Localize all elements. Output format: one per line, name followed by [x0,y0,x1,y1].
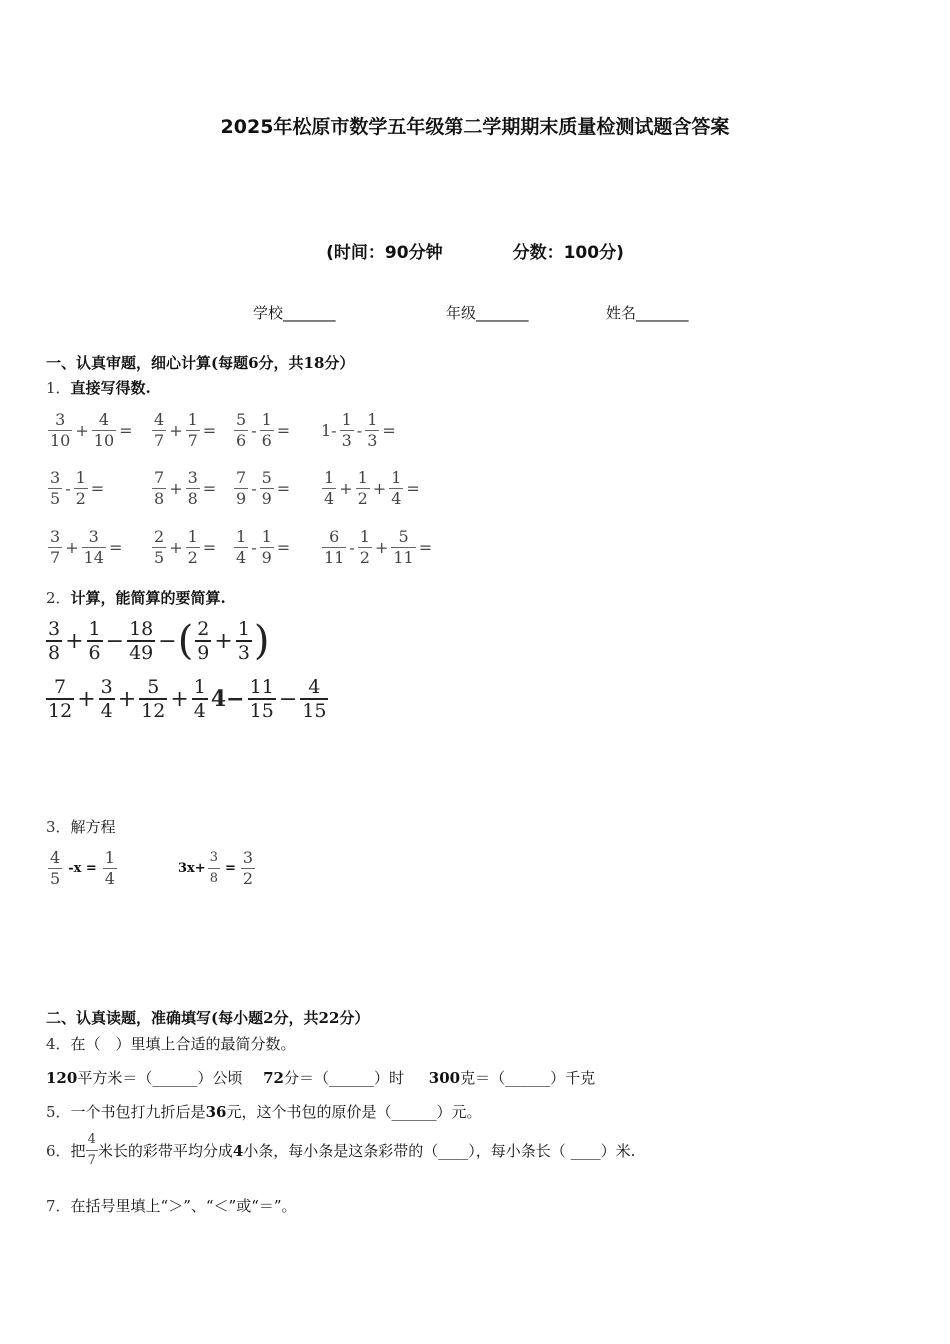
fraction: $\frac{1}{4}$ [324,468,335,508]
q1-exercise [150,410,217,451]
question-3 [46,816,116,837]
question-text: 把 [70,1142,86,1160]
question-5 [46,1101,481,1122]
question-text: 在括号里填上“＞”、“＜”或“＝”。 [70,1197,297,1215]
operator: + [170,686,189,712]
operator: + [65,538,79,557]
fraction: $\frac{1}{2}$ [359,527,370,567]
operator: = [108,538,123,557]
operator: = [90,479,105,498]
question-number: 6． [46,1142,71,1160]
operator: = [382,421,396,440]
fraction: $\frac{5}{11}$ [393,527,414,567]
question-1 [46,377,151,398]
school-field: 学校_______ [253,304,336,322]
operator: = [119,421,133,440]
question-text: 在（ ）里填上合适的最简分数。 [70,1035,296,1053]
section-2-heading: 二、认真读题，准确填写(每小题2分，共22分） [46,1009,370,1027]
question-7 [46,1195,297,1216]
operator: − [105,628,125,654]
question-number: 5． [46,1103,71,1121]
name-field: 姓名_______ [606,304,689,322]
fraction: $\frac{11}{15}$ [249,676,274,722]
operator: + [169,479,183,498]
fraction: $\frac{3}{8}$ [187,468,198,508]
operator: − [158,628,177,654]
operator: = [418,538,433,557]
q1-exercise [46,468,105,509]
operator: = [202,479,217,498]
fraction: $\frac{3}{8}$ [48,618,61,664]
operator: = [202,421,217,440]
fraction: $\frac{1}{9}$ [261,527,272,567]
equation-text: -x = [68,861,97,876]
grade-field: 年级_______ [446,304,529,322]
value: 300 [428,1069,461,1087]
question-text: 解方程 [70,818,116,836]
q1-exercise [232,410,291,451]
question-text: 计算，能简算的要简算. [70,589,226,607]
fraction: $\frac{1}{4}$ [236,527,247,567]
fraction: $\frac{1}{3}$ [341,410,352,450]
fraction: $\frac{1}{2}$ [357,468,368,508]
question-number: 7． [46,1197,71,1215]
fraction: $\frac{7}{12}$ [48,676,73,722]
operator: + [214,628,233,654]
fraction: $\frac{1}{2}$ [75,468,86,508]
q2-expression-2 [44,676,330,722]
operator: = [276,538,291,557]
equation-text: 3x+ [178,861,206,876]
q1-exercise [150,468,217,509]
fraction: $\frac{2}{5}$ [154,527,165,567]
operator: + [372,479,387,498]
value: 36 [205,1103,227,1121]
fraction: $\frac{1}{2}$ [187,527,198,567]
operator: + [117,686,137,712]
q1-exercise [320,527,433,568]
question-number: 3． [46,818,71,836]
operator: - [65,479,71,498]
operator: 4− [210,686,245,712]
equation-text: = [224,861,236,876]
question-number: 4． [46,1035,71,1053]
fraction: $\frac{1}{4}$ [391,468,402,508]
operator: - [251,479,257,498]
question-text: 元，这个书包的原价是（______）元。 [226,1103,482,1121]
operator: - [356,421,363,440]
q1-exercise [150,527,217,568]
total-score: 分数：100分) [512,243,624,263]
operator: - [251,538,257,557]
fraction: $\frac{1}{3}$ [237,618,250,664]
fraction: $\frac{1}{7}$ [187,410,198,450]
section-1-heading: 一、认真审题，细心计算(每题6分，共18分） [46,354,355,372]
fraction: $\frac{3}{4}$ [100,676,113,722]
question-text: 直接写得数. [70,379,151,397]
question-text: 小条，每小条是这条彩带的（____），每小条长（ ____）米. [243,1142,636,1160]
fraction: $\frac{18}{49}$ [129,618,154,664]
q1-exercise [232,527,291,568]
fraction: $\frac{2}{9}$ [197,618,210,664]
question-4 [46,1033,296,1054]
question-text: 米长的彩带平均分成 [97,1142,233,1160]
fraction: $\frac{4}{7}$ [86,1130,98,1171]
fraction: $\frac{1}{6}$ [88,618,101,664]
operator: = [276,479,291,498]
fraction: $\frac{3}{2}$ [242,848,254,888]
fraction: $\frac{3}{7}$ [50,527,61,567]
left-paren: ( [177,618,194,664]
fraction: $\frac{6}{11}$ [324,527,345,567]
q3-equation-2 [178,848,257,889]
blank-item: 平方米＝（______）公顷 [77,1069,243,1087]
question-number: 1． [46,379,71,397]
q1-exercise [320,468,421,509]
q1-exercise [46,527,123,568]
question-2 [46,587,226,608]
operator: + [339,479,353,498]
q4-blanks [46,1067,595,1088]
operator: = [202,538,217,557]
fraction: $\frac{1}{6}$ [261,410,272,450]
q1-exercise [46,410,134,451]
operator: + [169,538,183,557]
fraction: $\frac{3}{8}$ [208,848,220,889]
fraction: $\frac{1}{4}$ [104,848,115,888]
operator: 1- [321,421,337,440]
fraction: $\frac{5}{9}$ [261,468,272,508]
fraction: $\frac{1}{4}$ [193,676,206,722]
exam-meta [0,238,950,263]
time-limit: (时间：90分钟 [326,243,443,263]
q2-expression-1 [44,618,270,664]
fraction: $\frac{7}{8}$ [154,468,165,508]
fraction: $\frac{7}{9}$ [236,468,247,508]
fraction: $\frac{5}{12}$ [141,676,166,722]
q1-exercise [232,468,291,509]
fraction: $\frac{3}{10}$ [50,410,71,450]
blank-item: 克＝（______）千克 [460,1069,596,1087]
operator: + [169,421,183,440]
blank-item: 分＝（______）时 [283,1069,404,1087]
operator: − [278,686,298,712]
q1-exercise [320,410,397,451]
value: 120 [46,1069,78,1087]
fraction: $\frac{3}{5}$ [50,468,61,508]
page-title: 2025年松原市数学五年级第二学期期末质量检测试题含答案 [220,116,730,138]
fraction: $\frac{5}{6}$ [236,410,247,450]
operator: + [75,421,89,440]
fraction: $\frac{4}{10}$ [93,410,115,450]
value: 72 [263,1069,284,1087]
operator: = [406,479,420,498]
fraction: $\frac{4}{15}$ [302,676,327,722]
operator: + [65,628,84,654]
fraction: $\frac{4}{7}$ [154,410,165,450]
question-6 [46,1130,635,1171]
operator: + [77,686,96,712]
operator: - [349,538,355,557]
q3-equation-1 [46,848,119,889]
right-paren: ) [253,618,270,664]
operator: - [251,421,257,440]
value: 4 [232,1141,244,1160]
operator: = [276,421,291,440]
fraction: $\frac{1}{3}$ [367,410,378,450]
fraction: $\frac{4}{5}$ [50,848,61,888]
question-text: 一个书包打九折后是 [70,1103,206,1121]
fraction: $\frac{3}{14}$ [83,527,104,567]
operator: + [374,538,389,557]
question-number: 2． [46,589,71,607]
